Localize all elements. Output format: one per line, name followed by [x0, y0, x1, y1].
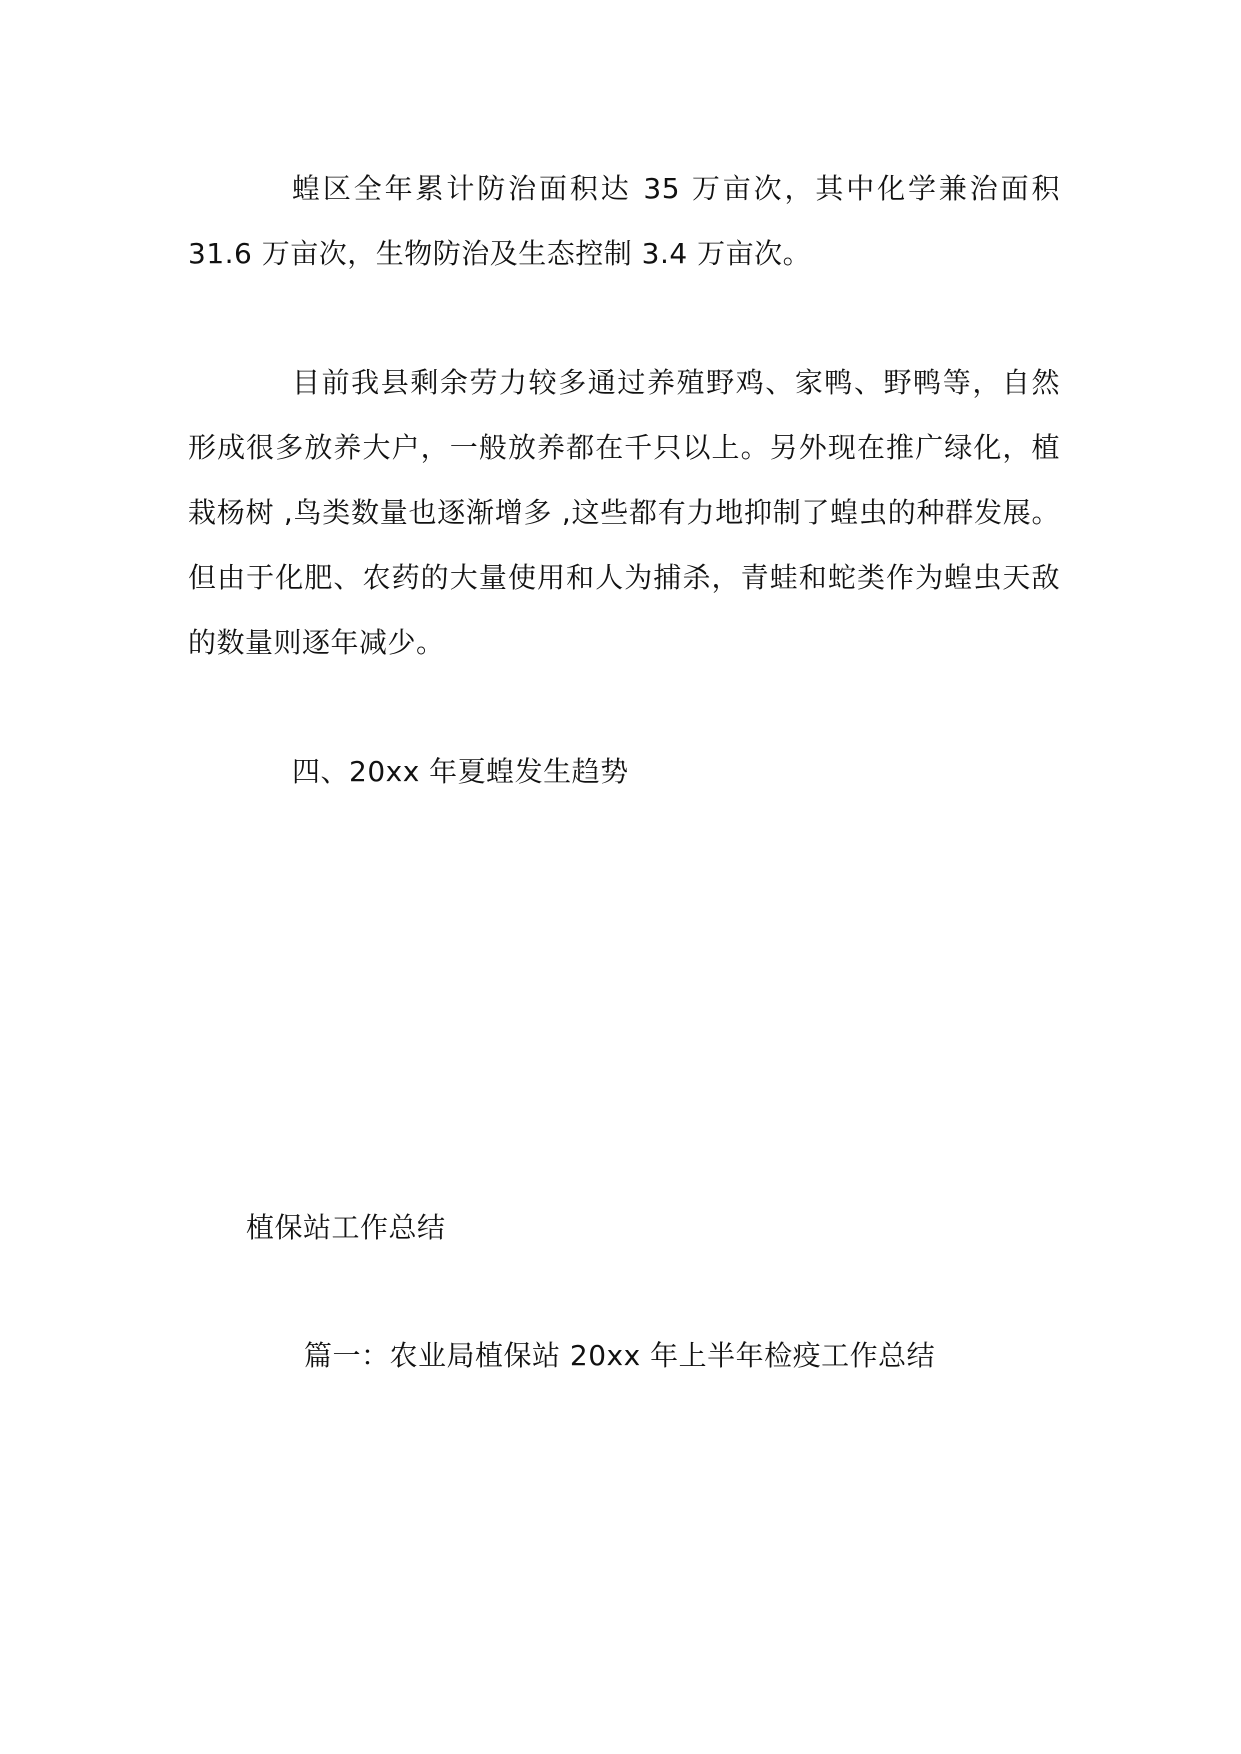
paragraph-natural-enemies: 目前我县剩余劳力较多通过养殖野鸡、家鸭、野鸭等，自然形成很多放养大户，一般放养都在千只以上。另外现在推广绿化，植栽杨树 ,鸟类数量也逐渐增多 ,这些都有力地抑制了蝗虫的种群发展。但由于化肥、农药的大量使用和人为捕杀，青蛙和蛇类作为蝗虫天敌的数量则逐年减少。	[188, 366, 1060, 659]
document-title: 植保站工作总结	[246, 1211, 446, 1244]
paragraph-locust-control-area: 蝗区全年累计防治面积达 35 万亩次，其中化学兼治面积 31.6 万亩次，生物防治及生态控制 3.4 万亩次。	[188, 172, 1060, 270]
section-heading: 四、20xx 年夏蝗发生趋势	[292, 755, 629, 788]
article-title: 篇一：农业局植保站 20xx 年上半年检疫工作总结	[304, 1339, 936, 1372]
